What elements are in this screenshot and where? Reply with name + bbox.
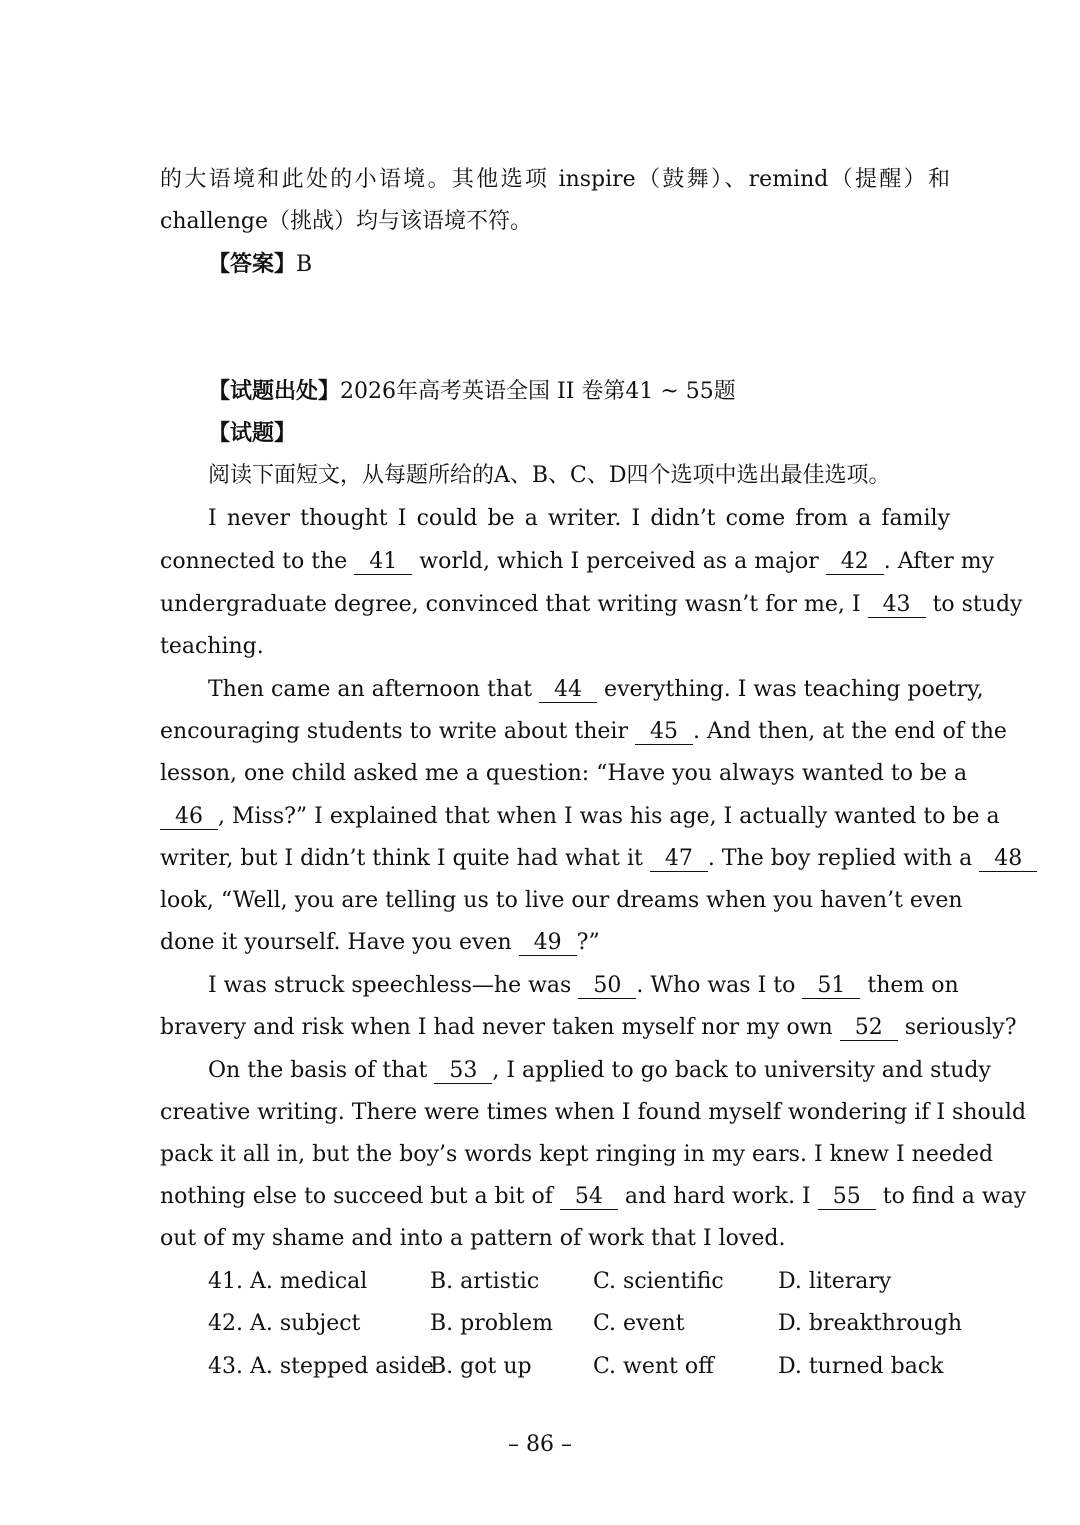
blank-45[interactable]: 45 bbox=[635, 720, 693, 745]
page-number: – 86 – bbox=[508, 1432, 572, 1457]
option-42-b[interactable]: B. problem bbox=[430, 1311, 553, 1336]
passage-line: nothing else to succeed but a bit of 54 and hard work. I 55 to find a way bbox=[160, 1184, 1027, 1209]
passage-line: bravery and risk when I had never taken myself nor my own 52 seriously? bbox=[160, 1015, 1017, 1040]
blank-51[interactable]: 51 bbox=[802, 974, 860, 999]
passage-line: I was struck speechless—he was 50 . Who was I to 51 them on bbox=[208, 973, 959, 998]
blank-53[interactable]: 53 bbox=[434, 1059, 492, 1084]
option-41-a[interactable]: 41. A. medical bbox=[208, 1269, 368, 1294]
option-42-c[interactable]: C. event bbox=[593, 1311, 685, 1336]
blank-42[interactable]: 42 bbox=[826, 550, 884, 575]
passage-line: look, “Well, you are telling us to live our dreams when you haven’t even bbox=[160, 888, 963, 913]
blank-43[interactable]: 43 bbox=[868, 593, 926, 618]
passage-line: done it yourself. Have you even 49 ?” bbox=[160, 930, 600, 955]
question-label: 【试题】 bbox=[208, 420, 297, 446]
source-line bbox=[208, 370, 736, 413]
blank-41[interactable]: 41 bbox=[354, 550, 412, 575]
source-text: 2026年高考英语全国 II 卷第41 ~ 55题 bbox=[340, 379, 736, 404]
option-42-a[interactable]: 42. A. subject bbox=[208, 1311, 361, 1336]
passage-line: creative writing. There were times when I found myself wondering if I should bbox=[160, 1100, 1027, 1125]
passage-line: On the basis of that 53 , I applied to go back to university and study bbox=[208, 1058, 991, 1083]
passage-line: I never thought I could be a writer. I didn’t come from a family bbox=[208, 506, 950, 531]
blank-48[interactable]: 48 bbox=[979, 847, 1037, 872]
passage-line: pack it all in, but the boy’s words kept ringing in my ears. I knew I needed bbox=[160, 1142, 994, 1167]
option-43-d[interactable]: D. turned back bbox=[778, 1354, 944, 1379]
option-41-d[interactable]: D. literary bbox=[778, 1269, 892, 1294]
option-43-c[interactable]: C. went off bbox=[593, 1354, 714, 1379]
prev-explanation-line-2: challenge（挑战）均与该语境不符。 bbox=[160, 209, 532, 234]
passage-line: out of my shame and into a pattern of work that I loved. bbox=[160, 1226, 786, 1251]
passage-line: connected to the 41 world, which I perceived as a major 42 . After my bbox=[160, 549, 995, 574]
option-41-c[interactable]: C. scientific bbox=[593, 1269, 724, 1294]
option-42-d[interactable]: D. breakthrough bbox=[778, 1311, 963, 1336]
source-label: 【试题出处】 bbox=[208, 378, 341, 404]
passage-line: teaching. bbox=[160, 634, 264, 659]
option-41-b[interactable]: B. artistic bbox=[430, 1269, 540, 1294]
answer-value: B bbox=[296, 252, 313, 277]
option-43-b[interactable]: B. got up bbox=[430, 1354, 532, 1379]
passage-line: writer, but I didn’t think I quite had what it 47 . The boy replied with a 48 bbox=[160, 838, 950, 880]
blank-46[interactable]: 46 bbox=[160, 805, 218, 830]
passage-line: lesson, one child asked me a question: “Have you always wanted to be a bbox=[160, 761, 968, 786]
answer-line bbox=[208, 243, 312, 286]
blank-47[interactable]: 47 bbox=[650, 847, 708, 872]
blank-55[interactable]: 55 bbox=[818, 1185, 876, 1210]
blank-50[interactable]: 50 bbox=[578, 974, 636, 999]
prev-explanation-line-1: 的大语境和此处的小语境。其他选项 inspire（鼓舞）、remind（提醒）和 bbox=[160, 167, 950, 192]
blank-54[interactable]: 54 bbox=[560, 1185, 618, 1210]
blank-44[interactable]: 44 bbox=[539, 678, 597, 703]
option-43-a[interactable]: 43. A. stepped aside bbox=[208, 1354, 434, 1379]
passage-line: encouraging students to write about their 45 . And then, at the end of the bbox=[160, 719, 1007, 744]
passage-line: Then came an afternoon that 44 everything. I was teaching poetry, bbox=[208, 677, 984, 702]
passage-line: 46 , Miss?” I explained that when I was his age, I actually wanted to be a bbox=[160, 796, 950, 838]
instruction: 阅读下面短文，从每题所给的A、B、C、D四个选项中选出最佳选项。 bbox=[208, 463, 891, 488]
blank-52[interactable]: 52 bbox=[840, 1016, 898, 1041]
answer-label: 【答案】 bbox=[208, 251, 297, 277]
blank-49[interactable]: 49 bbox=[519, 931, 577, 956]
passage-line: undergraduate degree, convinced that writing wasn’t for me, I 43 to study bbox=[160, 592, 1023, 617]
